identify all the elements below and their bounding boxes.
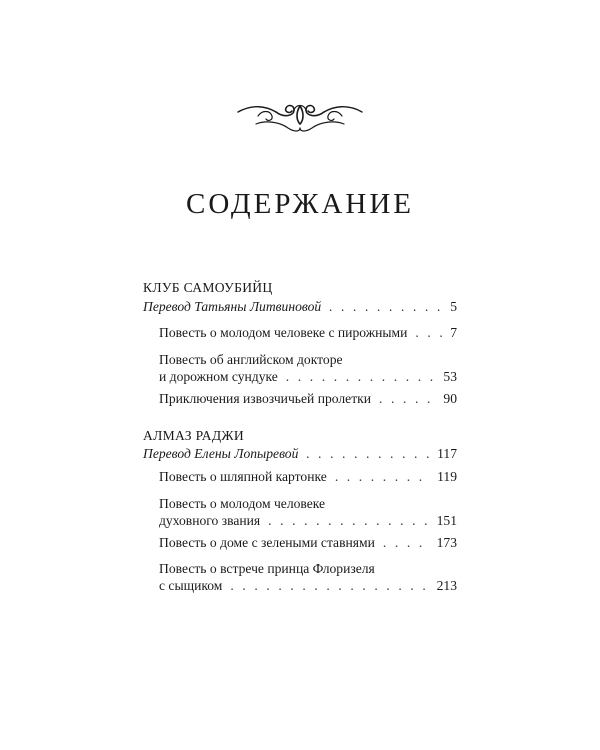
section-heading: КЛУБ САМОУБИЙЦ xyxy=(143,280,273,295)
leader-dots xyxy=(306,444,431,464)
page-number: 151 xyxy=(436,513,457,528)
toc-entry[interactable] xyxy=(159,533,457,553)
entry-title: Повесть о доме с зелеными ставнями xyxy=(159,535,375,550)
entry-title-line: Повесть о молодом человеке xyxy=(159,496,326,511)
translator-text: Перевод Татьяны Литвиновой xyxy=(143,299,322,314)
entry-title: Повесть о молодом человеке с пирожными xyxy=(159,325,408,340)
entry-title-line: Повесть об английском докторе xyxy=(159,352,343,367)
page-number: 213 xyxy=(436,578,457,593)
leader-dots xyxy=(383,533,431,553)
leader-dots xyxy=(268,511,430,531)
leader-dots xyxy=(329,297,444,317)
toc-entry[interactable] xyxy=(159,367,457,387)
page-number: 7 xyxy=(450,325,457,340)
entry-title: Приключения извозчичьей пролетки xyxy=(159,391,372,406)
entry-title-line: Повесть о встрече принца Флоризеля xyxy=(159,561,375,576)
entry-title: и дорожном сундуке xyxy=(159,369,278,384)
toc-entry[interactable] xyxy=(159,323,457,343)
entry-title: с сыщиком xyxy=(159,578,223,593)
page-number: 5 xyxy=(450,299,457,314)
leader-dots xyxy=(230,576,430,596)
page-number: 53 xyxy=(443,369,457,384)
leader-dots xyxy=(379,389,437,409)
translator-text: Перевод Елены Лопыревой xyxy=(143,446,299,461)
toc-entry[interactable] xyxy=(159,467,457,487)
toc-entry[interactable] xyxy=(159,576,457,596)
page-number: 173 xyxy=(436,535,457,550)
page-number: 90 xyxy=(443,391,457,406)
page-number: 119 xyxy=(437,469,457,484)
translator-entry[interactable] xyxy=(143,444,457,464)
leader-dots xyxy=(286,367,438,387)
leader-dots xyxy=(415,323,444,343)
translator-entry[interactable] xyxy=(143,297,457,317)
toc-entry[interactable] xyxy=(159,389,457,409)
toc-entry[interactable] xyxy=(159,511,457,531)
entry-title: духовного звания xyxy=(159,513,261,528)
leader-dots xyxy=(335,467,431,487)
page-title: СОДЕРЖАНИЕ xyxy=(186,188,414,220)
entry-title: Повесть о шляпной картонке xyxy=(159,469,327,484)
section-heading: АЛМАЗ РАДЖИ xyxy=(143,428,245,443)
page-number: 117 xyxy=(437,446,457,461)
